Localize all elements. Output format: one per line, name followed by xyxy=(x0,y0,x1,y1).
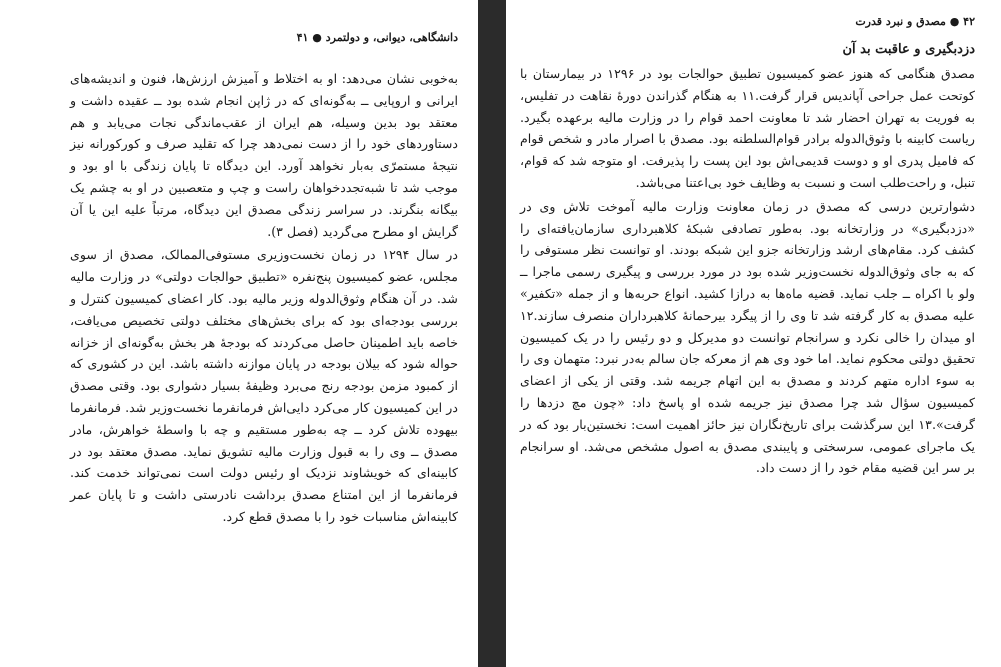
section-title: دزدبگیری و عاقبت بد آن xyxy=(842,42,975,57)
running-header-right: ۴۲ ● مصدق و نبرد قدرت xyxy=(855,15,975,28)
right-page-body xyxy=(520,63,975,479)
paragraph: به‌خوبی نشان می‌دهد: او به اختلاط و آمیزش ارزش‌ها، فنون و اندیشه‌های ایرانی و اروپایی ــ به‌گونه‌ای که در ژاپن انجام شده بود ــ عقیده داشت و معتقد بود بدین وسیله، هم ایران از عقب‌ماندگی نجات می‌یابد و هم دستاوردهای خود را از دست نمی‌دهد چرا که تقلید صرف و کورکورانه نیز نتیجهٔ مستمرّی به‌بار نخواهد آورد. این دیدگاه تا پایان زندگی با او بود و موجب شد تا شبه‌تجددخواهان راست و چپ و متعصبین در او به چشم یک بیگانه بنگرند. در سراسر زندگی مصدق این دیدگاه، مرتباً علیه این یا آن گرایش او مطرح می‌گردید (فصل ۳). xyxy=(70,71,458,239)
paragraph: دشوارترین درسی که مصدق در زمان معاونت وزارت مالیه آموخت تلاش وی در «دزدبگیری» در وزارتخانه بود. به‌طور تصادفی شبکهٔ کلاهبرداری سازمان‌یافته‌ای را کشف کرد. مقام‌های ارشد وزارتخانه جزو این شبکه بودند. او توانست نظر مستوفی را که به جای وثوق‌الدوله نخست‌وزیر شده بود در مورد بررسی و پیگیری رسمی ماجرا ــ ولو با اکراه ــ جلب نماید. قضیه ماه‌ها به درازا کشید. انواع حربه‌ها و از جمله «تکفیر» علیه مصدق به کار گرفته شد تا وی را از پیگرد بیرحمانهٔ کلاهبرداران منصرف سازند.۱۲ او میدان را خالی نکرد و سرانجام توانست دو مدیرکل و دو رئیس را در یک کمیسیون تحقیق دولتی محکوم نماید. اما خود وی هم از معرکه جان سالم به‌در نبرد: متهمان وی را به سوء اداره متهم کردند و مصدق به این اتهام جریمه شد. وقتی از یکی از اعضای کمیسیون سؤال شد چرا مصدق نیز جریمه شده او پاسخ داد: «چون مچ دزدها را گرفت».۱۳ این سرگذشت برای تاریخ‌نگاران نیز حائز اهمیت است: نخستین‌بار بود که در یک ماجرای عمومی، سرسختی و پایبندی مصدق به اصول مشخص می‌شد. او سرانجام بر سر این قضیه مقام خود را از دست داد. xyxy=(520,198,975,476)
paragraph: مصدق هنگامی که هنوز عضو کمیسیون تطبیق حوالجات بود در ۱۲۹۶ در بیمارستان با کوتحت عمل جراحی آپاندیس قرار گرفت.۱۱ به هنگام گذراندن دورهٔ نقاهت در تفلیس، به فوریت به تهران احضار شد تا معاونت احمد قوام را در وزارت مالیه برعهده بگیرد. ریاست کابینه با وثوق‌الدوله برادر قوام‌السلطنه بود. مصدق با اصرار مادر و شخص قوام که فامیل پدری او و دوست قدیمی‌اش بود این پست را پذیرفت. او متوجه شد که قوام، تنبل، و راحت‌طلب است و نسبت به وظایف خود بی‌اعتنا می‌باشد. xyxy=(520,66,975,190)
left-page xyxy=(0,0,478,667)
right-page xyxy=(506,0,1001,667)
running-header-left: دانشگاهی، دیوانی، و دولتمرد ● ۴۱ xyxy=(296,31,458,44)
left-page-body xyxy=(70,68,458,528)
book-spine-gutter xyxy=(478,0,506,667)
paragraph: در سال ۱۲۹۴ در زمان نخست‌وزیری مستوفی‌الممالک، مصدق از سوی مجلس، عضو کمیسیون پنج‌نفره «تطبیق حوالجات دولتی» در وزارت مالیه شد. در آن هنگام وثوق‌الدوله وزیر مالیه بود. کار اعضای کمیسیون کنترل و بررسی بودجه‌ای بود که برای بخش‌های مختلف دولتی تخصیص می‌یافت، خاصه باید اطمینان حاصل می‌کردند که بودجهٔ هر بخش به‌گونه‌ای از خزانه حواله شود که بیلان بودجه در پایان موازنه داشته باشد. این در کشوری که از کمبود مزمن بودجه رنج می‌برد وظیفهٔ بسیار دشواری بود. وقتی مصدق در این کمیسیون کار می‌کرد دایی‌اش فرمانفرما نخست‌وزیر شد. فرمانفرما بیهوده تلاش کرد ــ چه به‌طور مستقیم و چه با واسطهٔ خواهرش، مادر مصدق ــ وی را به قبول وزارت مالیه تشویق نماید. مصدق معتقد بود در کابینه‌ای که خویشاوند نزدیک او رئیس دولت است نمی‌تواند خدمت کند. فرمانفرما از این امتناع مصدق برداشت نادرستی داشت و تا پایان عمر کابینه‌اش مناسبات خود را با مصدق قطع کرد. xyxy=(70,247,458,524)
